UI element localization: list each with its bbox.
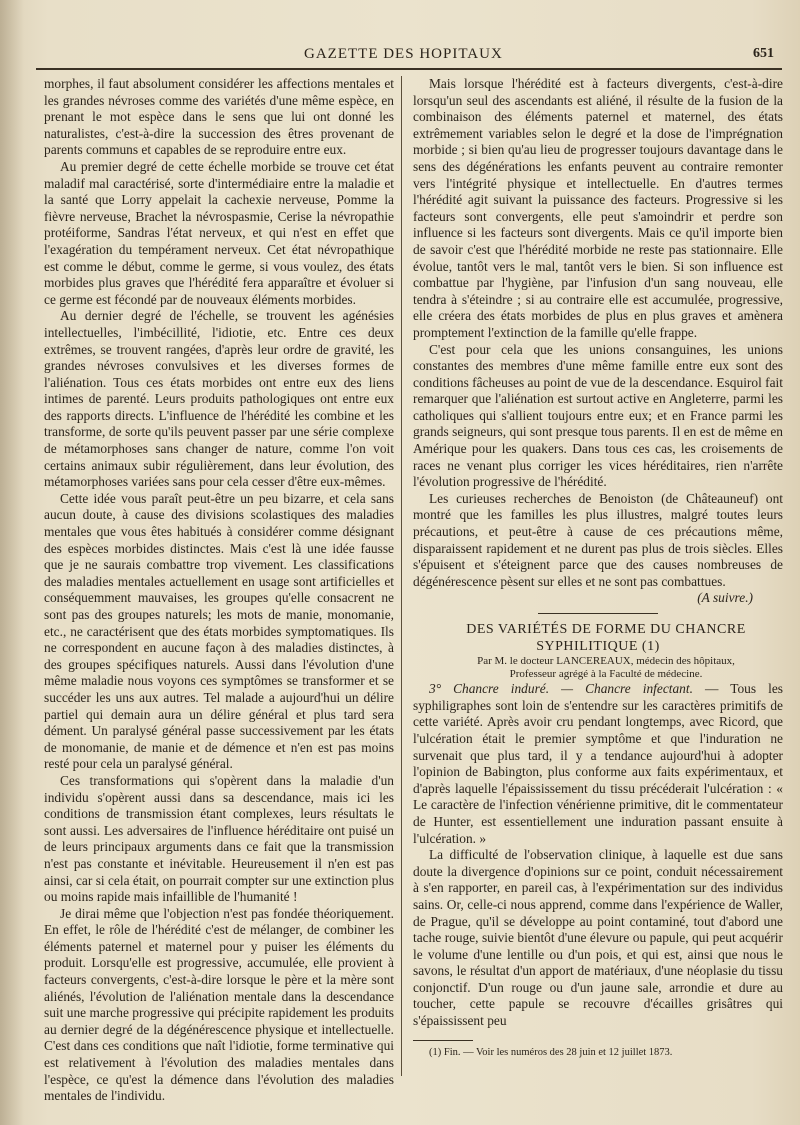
article-subhead: 3° Chancre induré. — Chancre infectant. xyxy=(429,681,693,697)
footnote-rule xyxy=(413,1040,473,1041)
page-number: 651 xyxy=(753,46,774,61)
article-byline-affiliation: Professeur agrégé à la Faculté de médecine. xyxy=(509,668,703,681)
paragraph: morphes, il faut absolument considérer les affections mentales et les grandes névroses comme des variétés d'une même espèce, en prenant le mot espèce dans le sens que lui ont donné les naturalistes, c'est-à-dire la succession des êtres provenant de parents communs et capables de se reproduire entre eux. xyxy=(44,76,394,158)
journal-title: GAZETTE DES HOPITAUX xyxy=(304,46,503,62)
paragraph: Ces transformations qui s'opèrent dans la maladie d'un individu s'opèrent aussi dans sa descendance, mais ici les conditions de transmission étant complexes, leurs résultats le sont aussi. Les adversaires de l'influence héréditaire ont puisé un de leurs principaux arguments dans ce fait que la transmission n'est pas constante et inévitable. Heureusement il n'en est pas ainsi, car si cela était, on pourrait compter sur une extinction plus ou moins rapide mais infaillible de l'humanité ! xyxy=(44,772,394,905)
paragraph-text: — Tous les syphiligraphes sont loin de s'entendre sur les caractères primitifs de cette variété. Après avoir cru pendant longtemps, avec Ricord, que l'ulcération était le premier symptôme et que l'induration ne survenait que plus tard, il y a tendance aujourd'hui à adopter l'opinion de Babington, plus conforme aux faits expérimentaux, et d'après laquelle l'épaississement du tissu précéderait l'ulcération : « Le caractère de l'infection vénérienne primitive, dit le commentateur de Hunter, est essentiellement une induration passant ensuite à l'ulcération. » xyxy=(413,681,783,846)
left-column xyxy=(44,76,394,1105)
article-byline: Par M. le docteur LANCEREAUX, médecin des hôpitaux, xyxy=(477,655,735,668)
paragraph-with-subhead xyxy=(413,681,783,847)
to-be-continued: (A suivre.) xyxy=(697,590,753,606)
section-rule xyxy=(538,613,658,614)
header-rule xyxy=(36,68,782,70)
paragraph: La difficulté de l'observation clinique, à laquelle est due sans doute la divergence d'opinions sur ce point, conduit nécessairement à s'en rapporter, en pareil cas, à l'expérimentation sur des individus sains. Or, celle-ci nous apprend, comme dans l'expérience de Waller, de Prague, qu'il se développe au point contaminé, tout d'abord une tache rouge, suivie bientôt d'une élevure ou papule, qui peut acquérir le volume d'une lentille ou d'un pois, et qui est, ainsi que nous le savons, le résultat d'un apport de matériaux, d'une néoplasie du tissu conjonctif. D'un rouge ou d'un jaune sale, arrondie et dure au toucher, cette papule se recouvre d'écailles grisâtres qui s'épaississent peu xyxy=(413,847,783,1029)
article-title: DES VARIÉTÉS DE FORME DU CHANCRE SYPHILITIQUE (1) xyxy=(466,622,746,654)
binding-shadow xyxy=(0,0,24,1125)
page-header xyxy=(60,40,780,68)
paragraph: Au dernier degré de l'échelle, se trouvent les agénésies intellectuelles, l'imbécillité, l'idiotie, etc. Entre ces deux extrêmes, se trouvent rangées, d'après leur ordre de gravité, les grandes névroses convulsives et les diverses formes de l'aliénation. Tous ces états morbides ont entre eux des liens intimes de parenté. Leurs produits pathologiques ont entre eux des rapports directs. L'influence de l'hérédité les combine et les transforme, de sorte qu'ils peuvent passer par une série complexe de métamorphoses sans changer de nature, comme l'on voit certains animaux subir régulièrement, dans leur évolution, des métamorphoses variées sans pour cela cesser d'être eux-mêmes. xyxy=(44,308,394,490)
paragraph: Mais lorsque l'hérédité est à facteurs divergents, c'est-à-dire lorsqu'un seul des ascendants est aliéné, il résulte de la fusion de la combinaison des éléments paternel et maternel, des états extrêmement variables selon le degré et la dose de l'imprégnation morbide ; si bien qu'au lieu de progresser toujours davantage dans le sens des dégénérations les enfants peuvent au contraire remonter vers l'intégrité physique et intellectuelle. En d'autres termes l'hérédité agit suivant la puissance des facteurs. Progressive si les facteurs sont convergents, elle peut s'amoindrir et perdre son influence si les facteurs sont divergents. Mais ce qu'il importe bien de savoir c'est que l'hérédité morbide ne reste pas stationnaire. Elle évolue, tantôt vers le mal, tantôt vers le bien. Si son influence est combattue par l'hygiène, par l'infusion d'un sang nouveau, elle tendra à s'éteindre ; si au contraire elle est accumulée, progressive, elle créera des états morbides de plus en plus graves et amènera promptement l'extinction de la famille qu'elle frappe. xyxy=(413,76,783,340)
column-divider xyxy=(401,76,402,1076)
paragraph: Au premier degré de cette échelle morbide se trouve cet état maladif mal caractérisé, sorte d'intermédiaire entre la maladie et la santé que Lorry appelait la cachexie nerveuse, Pomme la fièvre nerveuse, Brachet la névrospasmie, Cerise la névropathie protéiforme, Sandras l'état nerveux, et qui n'est en effet que l'exagération du tempérament nerveux. Cet état névropathique est comme le début, comme le germe, si vous voulez, des états morbides plus graves que l'hérédité fera apparaître et évoluer si ce germe est fécondé par de nouveaux éléments morbides. xyxy=(44,158,394,307)
right-column xyxy=(413,76,783,1061)
paragraph: Je dirai même que l'objection n'est pas fondée théoriquement. En effet, le rôle de l'hérédité c'est de mélanger, de combiner les éléments paternel et maternel pour y puiser les éléments du produit. Lorsqu'elle est progressive, accumulée, elle provient à facteurs convergents, c'est-à-dire lorsque le père et la mère sont aliénés, l'évolution de l'aliénation mentale dans la descendance suit une marche progressive qui précipite rapidement les produits au dernier degré de la dégénérescence physique et intellectuelle. C'est dans ces conditions que naît l'idiotie, forme terminative qui est relativement à l'évolution des maladies mentales dans l'espèce, ce qu'est la démence dans l'évolution des maladies mentales de l'individu. xyxy=(44,905,394,1104)
footnote: (1) Fin. — Voir les numéros des 28 juin et 12 juillet 1873. xyxy=(429,1046,673,1058)
paragraph: C'est pour cela que les unions consanguines, les unions constantes des membres d'une même famille entre eux sont des conditions fâcheuses au point de vue de la descendance. Esquirol fait remarquer que l'aliénation est surtout active en Angleterre, parmi les catholiques qui s'allient toujours entre eux; et en France parmi les grands seigneurs, qui sont presque tous parents. Il en est de même en Amérique pour les quakers. Dans tous ces cas, les croisements de races ne venant plus corriger les vices héréditaires, rien n'arrête l'évolution progressive de l'hérédité. xyxy=(413,341,783,490)
paragraph: Cette idée vous paraît peut-être un peu bizarre, et cela sans aucun doute, à cause des divisions scolastiques des maladies mentales que vous êtes habitués à considérer comme désignant des espèces morbides distinctes. Mais c'est là une idée fausse que je ne saurais combattre trop vivement. Les classifications des maladies mentales actuellement en usage sont artificielles et conséquemment mauvaises, les groupes qu'elle consacrent ne sont pas des groupes naturels; les mots de manie, monomanie, etc., ne caractérisent que des états morbides symptomatiques. Ils ne correspondent en aucune façon à des maladies distinctes, à des groupes spécifiques naturels. Aussi dans l'évolution d'une même maladie nous voyons ces symptômes se transformer et se succéder les uns aux autres. Tel malade a aujourd'hui un délire partiel qui demain aura un délire général et plus tard sera dément. Un paralysé général passe successivement par les états de monomanie, de manie et de démence et n'en est pas moins resté pour cela un paralysé général. xyxy=(44,490,394,772)
paragraph: Les curieuses recherches de Benoiston (de Châteauneuf) ont montré que les familles les plus illustres, malgré toutes leurs précautions, et peut-être à cause de ces précautions même, disparaissent rapidement et ne durent pas plus de trois siècles. Elles s'épuisent et s'éteignent parce que des causes nombreuses de dégénérescence pèsent sur elles et ne sont pas combattues. xyxy=(413,490,783,589)
